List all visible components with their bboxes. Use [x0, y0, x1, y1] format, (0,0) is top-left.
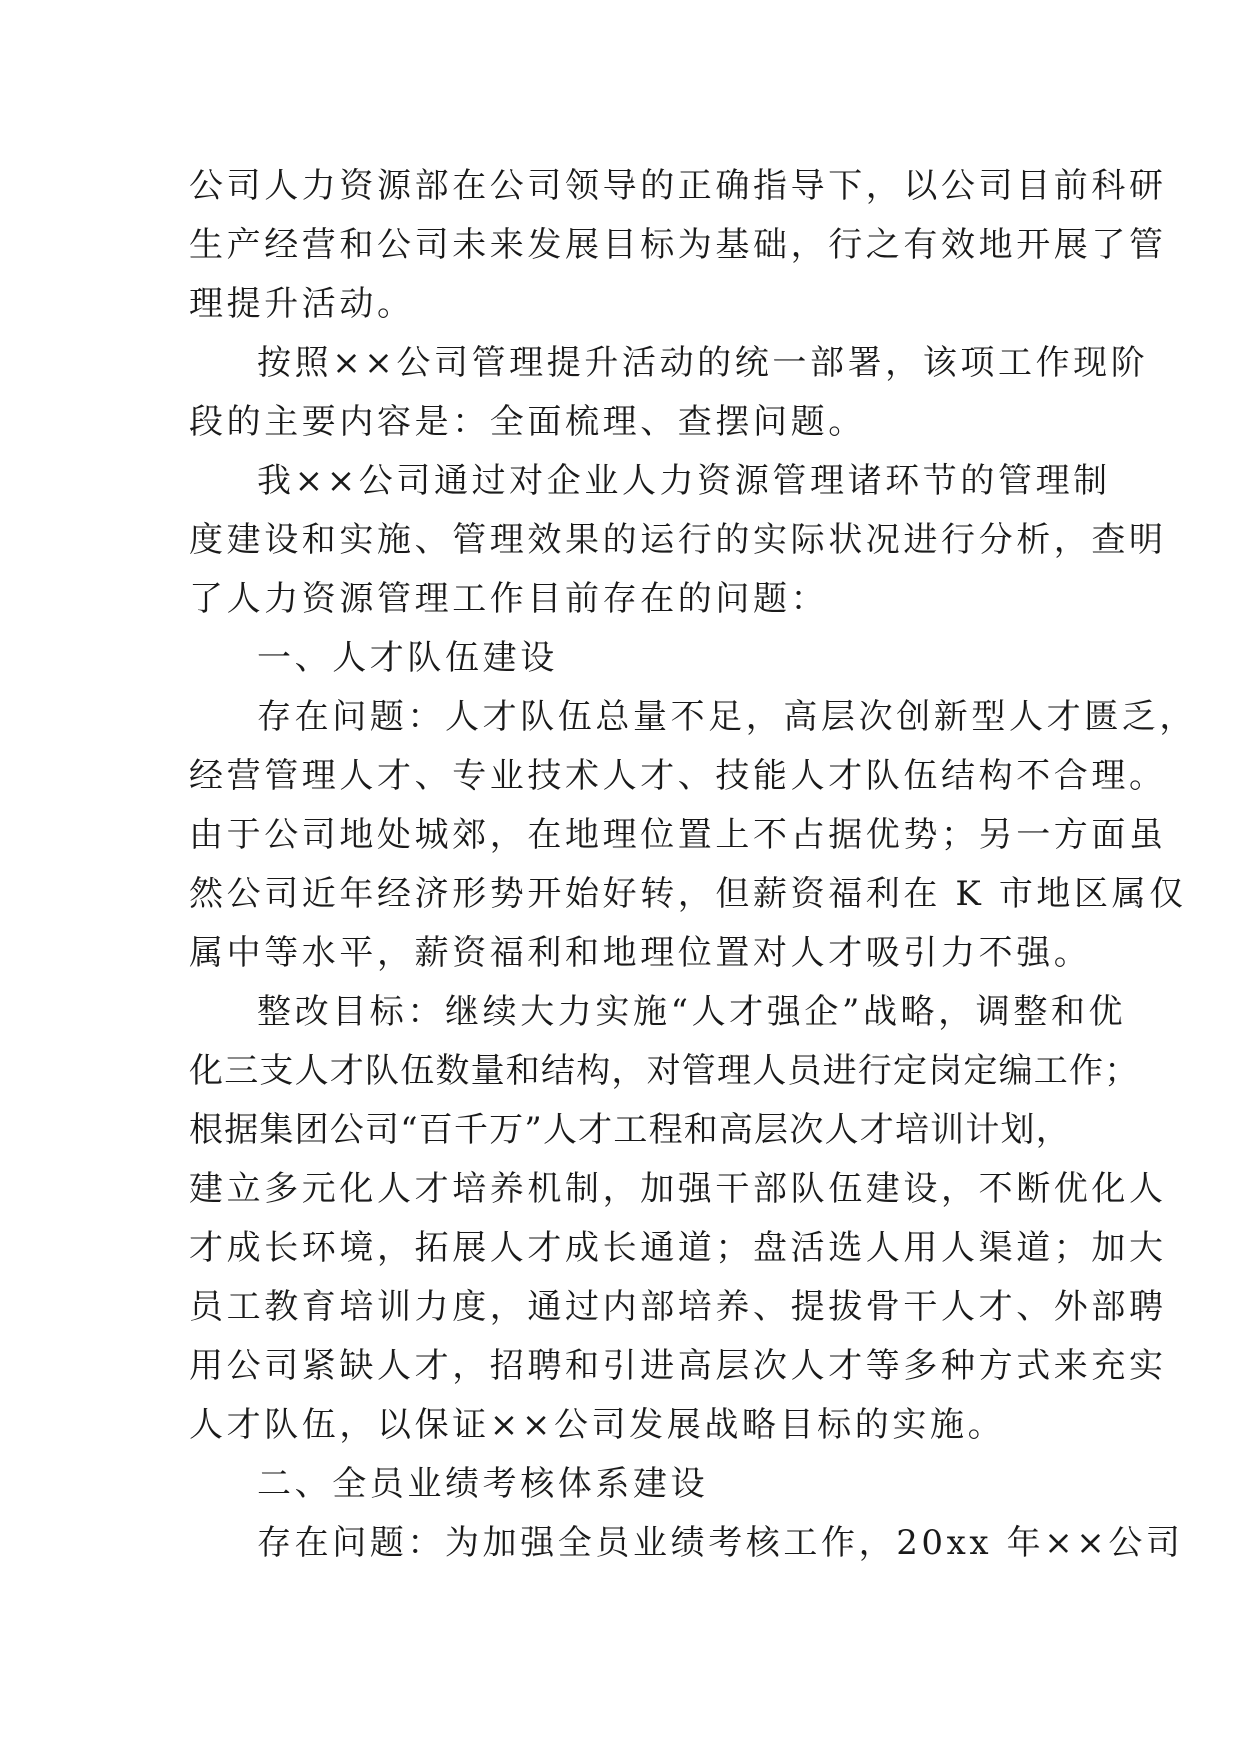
- text-line: 人才队伍，以保证××公司发展战略目标的实施。: [189, 1405, 1006, 1445]
- text-line: 然公司近年经济形势开始好转，但薪资福利在 K 市地区属仅: [189, 874, 1187, 914]
- text-line: 我××公司通过对企业人力资源管理诸环节的管理制: [257, 461, 1111, 501]
- text-line: 根据集团公司“百千万”人才工程和高层次人才培训计划，: [189, 1110, 1071, 1150]
- document-body: [189, 157, 1197, 1573]
- text-line: 用公司紧缺人才，招聘和引进高层次人才等多种方式来充实: [189, 1346, 1167, 1386]
- text-line: 化三支人才队伍数量和结构，对管理人员进行定岗定编工作；: [189, 1051, 1140, 1091]
- section-heading: 一、人才队伍建设: [257, 638, 558, 678]
- text-line: 经营管理人才、专业技术人才、技能人才队伍结构不合理。: [189, 756, 1167, 796]
- text-line: 存在问题：人才队伍总量不足，高层次创新型人才匮乏，: [257, 697, 1197, 737]
- text-line: 属中等水平，薪资福利和地理位置对人才吸引力不强。: [189, 933, 1092, 973]
- text-line: 理提升活动。: [189, 284, 415, 324]
- text-line: 公司人力资源部在公司领导的正确指导下，以公司目前科研: [189, 166, 1167, 206]
- text-line: 度建设和实施、管理效果的运行的实际状况进行分析，查明: [189, 520, 1167, 560]
- text-line: 了人力资源管理工作目前存在的问题：: [189, 579, 829, 619]
- text-line: 生产经营和公司未来发展目标为基础，行之有效地开展了管: [189, 225, 1167, 265]
- text-line: 整改目标：继续大力实施“人才强企”战略，调整和优: [257, 992, 1127, 1032]
- text-line: 才成长环境，拓展人才成长通道；盘活选人用人渠道；加大: [189, 1228, 1167, 1268]
- text-line: 员工教育培训力度，通过内部培养、提拔骨干人才、外部聘: [189, 1287, 1167, 1327]
- text-line: 由于公司地处城郊，在地理位置上不占据优势；另一方面虽: [189, 815, 1167, 855]
- text-line: 按照××公司管理提升活动的统一部署，该项工作现阶: [257, 343, 1149, 383]
- section-heading: 二、全员业绩考核体系建设: [257, 1464, 709, 1504]
- text-line: 段的主要内容是：全面梳理、查摆问题。: [189, 402, 866, 442]
- text-line: 存在问题：为加强全员业绩考核工作，20xx 年××公司: [257, 1523, 1184, 1563]
- text-line: 建立多元化人才培养机制，加强干部队伍建设，不断优化人: [189, 1169, 1167, 1209]
